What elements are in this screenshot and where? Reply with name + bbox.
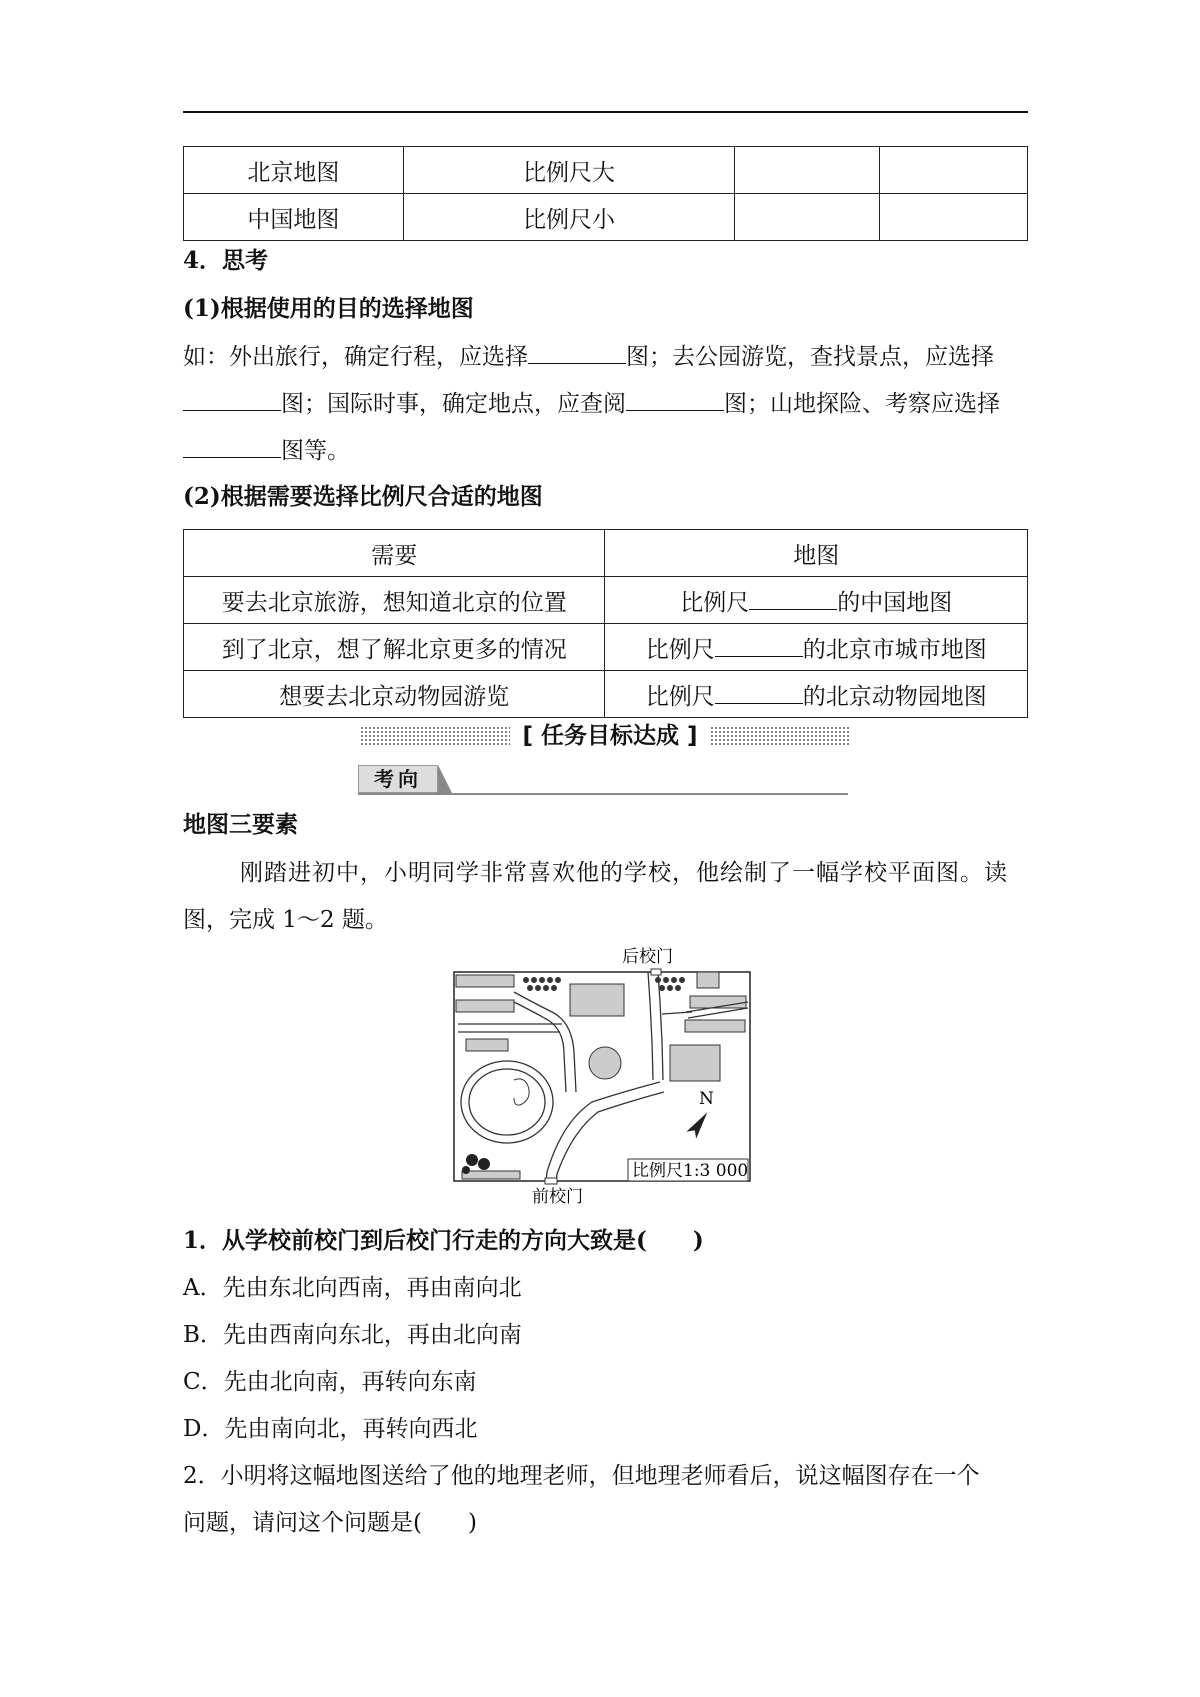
table-row	[184, 577, 1028, 624]
dotted-rule	[360, 726, 510, 746]
question-2-line1: 2．小明将这幅地图送给了他的地理老师，但地理老师看后，说这幅图存在一个	[183, 1463, 980, 1489]
fill-blank	[626, 388, 724, 411]
building	[685, 1020, 745, 1032]
table-row	[184, 624, 1028, 671]
tab-slash	[438, 765, 452, 793]
text: 比例尺	[680, 589, 750, 616]
topic-heading: 地图三要素	[183, 811, 298, 838]
building	[570, 984, 624, 1016]
fill-blank	[749, 587, 837, 610]
scale-label: 比例尺1:3 000	[632, 1161, 749, 1181]
text: 比例尺	[645, 683, 715, 710]
q1-text: 1．从学校前校门到后校门行走的方向大致是( )	[183, 1227, 704, 1254]
column-header: 地图	[605, 530, 1028, 577]
question-1-stem	[183, 1226, 704, 1256]
table-cell	[735, 147, 880, 194]
task-goal-banner	[360, 722, 850, 750]
table-cell: 比例尺小	[403, 194, 735, 241]
building	[462, 1171, 520, 1179]
table-cell: 想要去北京动物园游览	[184, 671, 605, 718]
table-cell	[880, 147, 1028, 194]
question-2-line2: 问题，请问这个问题是( )	[183, 1510, 477, 1536]
building	[670, 1045, 720, 1081]
text: 图等。	[281, 438, 350, 464]
fill-blank	[183, 435, 281, 458]
plaza	[589, 1047, 621, 1079]
needs-table	[183, 529, 1028, 718]
text: 如：外出旅行，确定行程，应选择	[183, 344, 528, 370]
text: 的北京市城市地图	[802, 636, 987, 663]
table-cell	[605, 671, 1028, 718]
table-cell	[605, 624, 1028, 671]
table-cell: 要去北京旅游，想知道北京的位置	[184, 577, 605, 624]
tab-rule	[358, 793, 848, 795]
text: 的北京动物园地图	[802, 683, 987, 710]
back-gate-label: 后校门	[622, 947, 673, 967]
building	[456, 975, 514, 987]
table-row	[184, 671, 1028, 718]
table-row	[184, 194, 1028, 241]
think-para-line1	[183, 341, 994, 372]
table-cell: 北京地图	[184, 147, 404, 194]
text: 图；去公园游览，查找景点，应选择	[626, 344, 994, 370]
table-cell: 比例尺大	[403, 147, 735, 194]
dotted-rule	[710, 726, 850, 746]
text: 比例尺	[645, 636, 715, 663]
front-gate	[545, 1178, 557, 1184]
sub2-text: (2)根据需要选择比例尺合适的地图	[183, 483, 543, 510]
think-heading: 4．思考	[183, 247, 269, 274]
banner-title: [ 任务目标达成 ]	[510, 722, 710, 750]
column-header: 需要	[184, 530, 605, 577]
intro-line2: 图，完成 1～2 题。	[183, 907, 388, 933]
top-rule	[183, 111, 1028, 113]
table-cell	[880, 194, 1028, 241]
tab-label: 考向	[358, 765, 438, 793]
table-cell: 中国地图	[184, 194, 404, 241]
school-map	[452, 942, 752, 1210]
table-cell: 到了北京，想了解北京更多的情况	[184, 624, 605, 671]
think-sub1	[183, 294, 474, 324]
table-cell	[605, 577, 1028, 624]
building	[456, 1000, 514, 1012]
building	[466, 1039, 508, 1051]
table-row	[184, 147, 1028, 194]
back-gate	[651, 969, 661, 975]
table-header-row	[184, 530, 1028, 577]
scale-compare-table	[183, 146, 1028, 241]
think-para-line3	[183, 435, 350, 466]
intro-line1: 刚踏进初中，小明同学非常喜欢他的学校，他绘制了一幅学校平面图。读	[240, 860, 1008, 886]
q1-option-d: D．先由南向北，再转向西北	[183, 1416, 478, 1442]
fill-blank	[715, 634, 803, 657]
fill-blank	[183, 388, 281, 411]
q1-option-c: C．先由北向南，再转向东南	[183, 1369, 477, 1395]
text: 的中国地图	[837, 589, 953, 616]
q1-option-b: B．先由西南向东北，再由北向南	[183, 1322, 522, 1348]
track-inner	[469, 1069, 545, 1135]
table-cell	[735, 194, 880, 241]
text: 图；山地探险、考察应选择	[724, 391, 1000, 417]
think-para-line2	[183, 388, 1000, 419]
front-gate-label: 前校门	[532, 1187, 583, 1207]
section-tab	[358, 765, 848, 795]
text: 图；国际时事，确定地点，应查阅	[281, 391, 626, 417]
north-label: N	[699, 1089, 714, 1109]
fill-blank	[528, 341, 626, 364]
fill-blank	[715, 681, 803, 704]
think-sub2	[183, 482, 543, 512]
building	[697, 972, 719, 988]
q1-option-a: A．先由东北向西南，再由南向北	[183, 1275, 522, 1301]
sub1-text: (1)根据使用的目的选择地图	[183, 295, 474, 322]
